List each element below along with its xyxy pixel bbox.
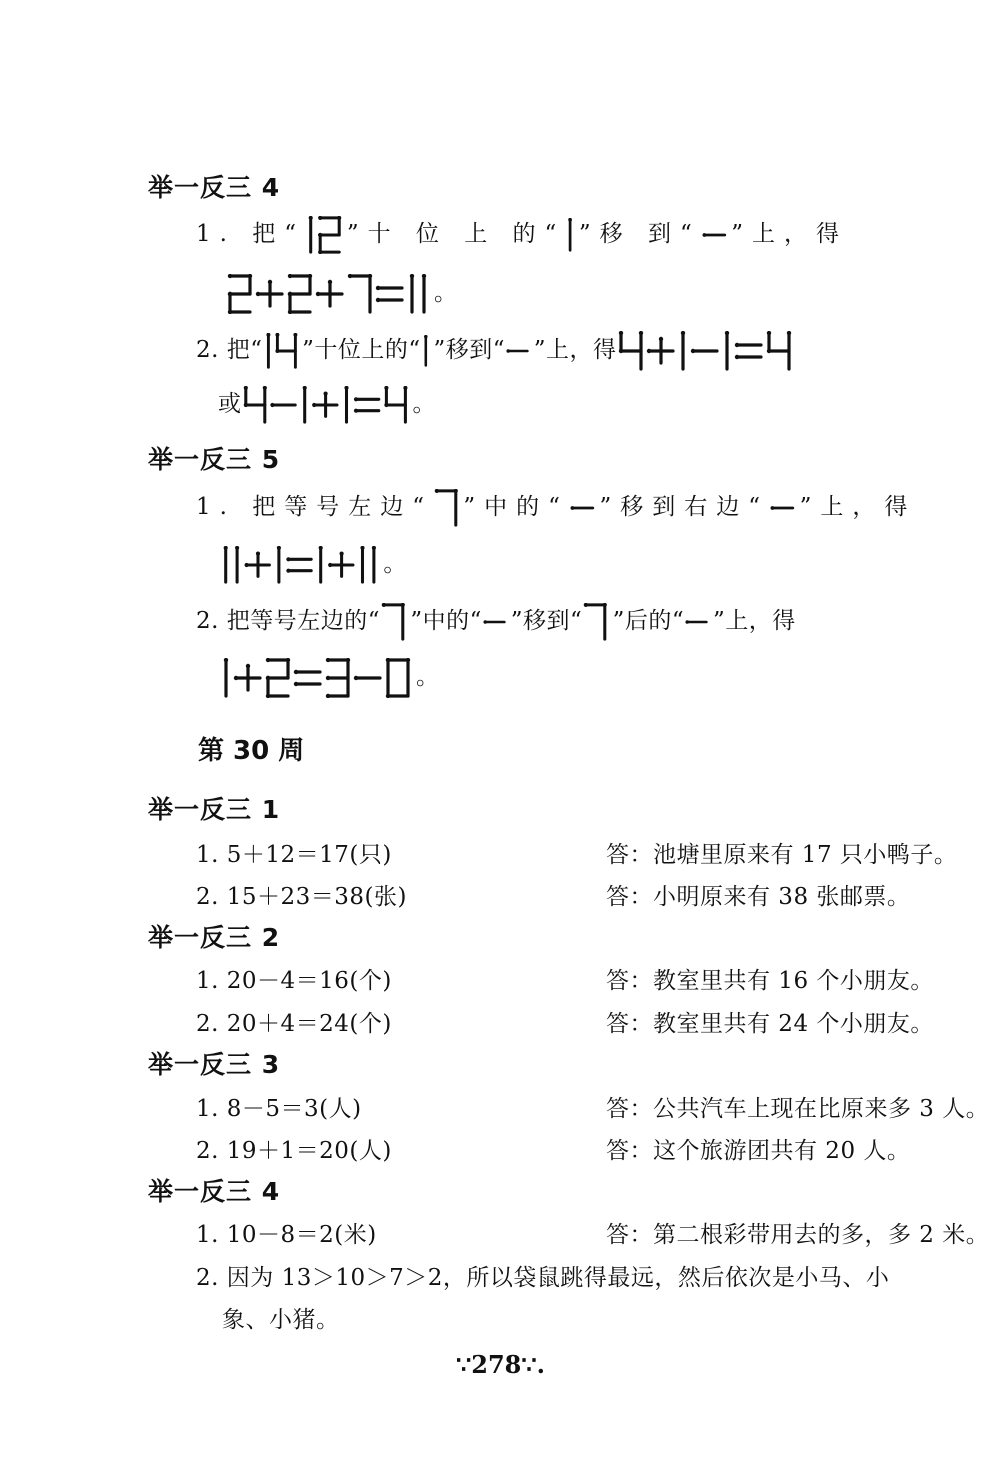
- equation: 2. 20＋4＝24(个): [196, 1011, 392, 1037]
- equation: 2. 15＋23＝38(张): [196, 884, 408, 910]
- matchstick-dash-icon: [569, 491, 600, 525]
- matchstick-dash-icon: [769, 491, 800, 525]
- answer-row: [196, 962, 956, 995]
- answer-row: [196, 1090, 990, 1123]
- section-heading: 举一反三 3: [148, 1050, 281, 1079]
- matchstick-result: 。: [220, 540, 407, 588]
- answer-row: [196, 1216, 990, 1249]
- answer-row: [196, 1132, 956, 1165]
- answer-row: [196, 1005, 956, 1038]
- matchstick-dash-icon: [684, 606, 713, 638]
- matchstick-dash-icon: [701, 218, 732, 252]
- matchstick-equation-icon: [242, 386, 413, 424]
- section-heading: 举一反三 1: [148, 795, 281, 824]
- paragraph-line: 象、小猪。: [222, 1307, 340, 1333]
- section-heading: 举一反三 4: [148, 1177, 281, 1206]
- matchstick-result: 。: [226, 268, 458, 318]
- section-heading: 举一反三 4: [148, 173, 281, 202]
- matchstick-number-icon: [305, 216, 347, 254]
- equation: 1. 20－4＝16(个): [196, 968, 392, 994]
- page-number: ∵278∵.: [456, 1350, 545, 1379]
- matchstick-digit-icon: [433, 489, 463, 527]
- matchstick-dash-icon: [482, 606, 511, 638]
- answer-text: 答：这个旅游团共有 20 人。: [606, 1138, 911, 1164]
- answer-row: [196, 878, 956, 911]
- answer-row: [196, 836, 956, 869]
- answer-text: 答：第二根彩带用去的多，多 2 米。: [606, 1222, 990, 1248]
- matchstick-equation-icon: [226, 274, 434, 314]
- matchstick-equation-icon: [220, 658, 416, 698]
- equation: 1. 10－8＝2(米): [196, 1222, 377, 1248]
- question-line: 1. 把“ ”十 位 上 的“ ”移 到“ ”上，得: [196, 212, 848, 256]
- matchstick-equation-icon: [220, 546, 383, 584]
- question-number: 1. 把: [196, 221, 285, 247]
- matchstick-number-icon: [263, 333, 303, 369]
- matchstick-digit-icon: [380, 603, 410, 641]
- matchstick-digit-icon: [582, 603, 612, 641]
- paragraph-line: 2. 因为 13＞10＞7＞2，所以袋鼠跳得最远，然后依次是小马、小: [196, 1265, 890, 1291]
- question-line: 2. 把等号左边的“ ”中的“ ”移到“ ”后的“ ”上，得: [196, 598, 796, 644]
- matchstick-dash-icon: [505, 335, 534, 367]
- answer-text: 答：教室里共有 24 个小朋友。: [606, 1011, 934, 1037]
- question-line: 2. 把“ ”十位上的“ ”移到“ ”上，得: [196, 328, 797, 372]
- matchstick-result: 或 。: [218, 380, 436, 428]
- equation: 2. 19＋1＝20(人): [196, 1138, 392, 1164]
- equation: 1. 8－5＝3(人): [196, 1096, 362, 1122]
- question-line: 1. 把等号左边“ ”中的“ ”移到右边“ ”上，得: [196, 484, 916, 530]
- answer-text: 答：小明原来有 38 张邮票。: [606, 884, 911, 910]
- matchstick-stick-icon: [565, 218, 579, 252]
- answer-text: 答：教室里共有 16 个小朋友。: [606, 968, 934, 994]
- matchstick-stick-icon: [421, 335, 434, 367]
- matchstick-equation-icon: [617, 331, 797, 371]
- answer-text: 答：池塘里原来有 17 只小鸭子。: [606, 842, 958, 868]
- equation: 1. 5＋12＝17(只): [196, 842, 392, 868]
- answer-text: 答：公共汽车上现在比原来多 3 人。: [606, 1096, 990, 1122]
- section-heading: 举一反三 2: [148, 923, 281, 952]
- section-heading: 举一反三 5: [148, 445, 281, 474]
- matchstick-result: 。: [220, 652, 440, 702]
- week-title: 第 30 周: [198, 736, 305, 766]
